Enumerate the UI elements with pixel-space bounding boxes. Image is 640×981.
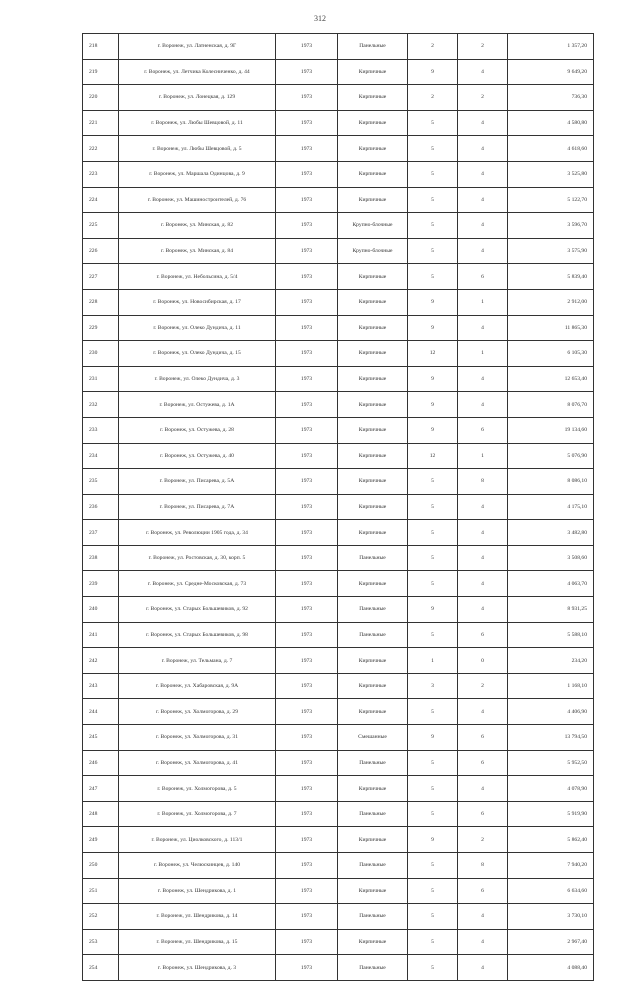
row-number: 251: [83, 878, 119, 904]
area-cell: 4 618,60: [508, 136, 594, 162]
year-cell: 1973: [276, 85, 338, 111]
area-cell: 5 588,10: [508, 622, 594, 648]
area-cell: 2 912,00: [508, 289, 594, 315]
area-cell: 4 063,70: [508, 571, 594, 597]
wall-material-cell: Панельные: [338, 545, 408, 571]
entrances-cell: 4: [458, 110, 508, 136]
area-cell: 13 794,50: [508, 725, 594, 751]
entrances-cell: 4: [458, 776, 508, 802]
entrances-cell: 4: [458, 699, 508, 725]
year-cell: 1973: [276, 238, 338, 264]
table-row: [83, 417, 594, 443]
area-cell: 3 525,80: [508, 161, 594, 187]
area-cell: 8 086,10: [508, 469, 594, 495]
wall-material-cell: Кирпичные: [338, 110, 408, 136]
wall-material-cell: Кирпичные: [338, 673, 408, 699]
address-cell: г. Воронеж, ул. Шендрикова, д. 15: [119, 929, 276, 955]
address-cell: г. Воронеж, ул. Шендрикова, д. 3: [119, 955, 276, 981]
floors-cell: 5: [408, 213, 458, 239]
wall-material-cell: Кирпичные: [338, 392, 408, 418]
table-row: [83, 571, 594, 597]
year-cell: 1973: [276, 597, 338, 623]
floors-cell: 9: [408, 366, 458, 392]
row-number: 248: [83, 801, 119, 827]
entrances-cell: 6: [458, 725, 508, 751]
table-row: [83, 59, 594, 85]
wall-material-cell: Панельные: [338, 597, 408, 623]
address-cell: г. Воронеж, ул. Летчика Колесниченко, д. 44: [119, 59, 276, 85]
row-number: 245: [83, 725, 119, 751]
address-cell: г. Воронеж, ул. Хабаровская, д. 9А: [119, 673, 276, 699]
floors-cell: 5: [408, 571, 458, 597]
wall-material-cell: Кирпичные: [338, 59, 408, 85]
address-cell: г. Воронеж, ул. Остужева, д. 40: [119, 443, 276, 469]
entrances-cell: 0: [458, 648, 508, 674]
wall-material-cell: Кирпичные: [338, 520, 408, 546]
wall-material-cell: Панельные: [338, 853, 408, 879]
table-row: [83, 878, 594, 904]
wall-material-cell: Панельные: [338, 904, 408, 930]
table-row: [83, 904, 594, 930]
entrances-cell: 4: [458, 571, 508, 597]
floors-cell: 5: [408, 136, 458, 162]
year-cell: 1973: [276, 673, 338, 699]
entrances-cell: 1: [458, 341, 508, 367]
row-number: 249: [83, 827, 119, 853]
address-cell: г. Воронеж, ул. Шендрикова, д. 1: [119, 878, 276, 904]
area-cell: 1 357,20: [508, 34, 594, 60]
wall-material-cell: Кирпичные: [338, 571, 408, 597]
entrances-cell: 1: [458, 443, 508, 469]
table-row: [83, 238, 594, 264]
row-number: 242: [83, 648, 119, 674]
wall-material-cell: Кирпичные: [338, 315, 408, 341]
year-cell: 1973: [276, 315, 338, 341]
floors-cell: 5: [408, 161, 458, 187]
wall-material-cell: Кирпичные: [338, 366, 408, 392]
year-cell: 1973: [276, 955, 338, 981]
area-cell: 5 839,40: [508, 264, 594, 290]
entrances-cell: 4: [458, 520, 508, 546]
area-cell: 3 730,10: [508, 904, 594, 930]
address-cell: г. Воронеж, ул. Тельмана, д. 7: [119, 648, 276, 674]
wall-material-cell: Крупно-блочные: [338, 238, 408, 264]
table-row: [83, 289, 594, 315]
year-cell: 1973: [276, 187, 338, 213]
table-row: [83, 929, 594, 955]
entrances-cell: 4: [458, 59, 508, 85]
wall-material-cell: Кирпичные: [338, 929, 408, 955]
year-cell: 1973: [276, 136, 338, 162]
year-cell: 1973: [276, 571, 338, 597]
table-row: [83, 110, 594, 136]
year-cell: 1973: [276, 776, 338, 802]
floors-cell: 9: [408, 417, 458, 443]
wall-material-cell: Кирпичные: [338, 648, 408, 674]
row-number: 219: [83, 59, 119, 85]
entrances-cell: 2: [458, 85, 508, 111]
year-cell: 1973: [276, 59, 338, 85]
floors-cell: 5: [408, 622, 458, 648]
wall-material-cell: Кирпичные: [338, 494, 408, 520]
area-cell: 3 482,80: [508, 520, 594, 546]
year-cell: 1973: [276, 853, 338, 879]
floors-cell: 5: [408, 494, 458, 520]
row-number: 243: [83, 673, 119, 699]
floors-cell: 5: [408, 853, 458, 879]
row-number: 227: [83, 264, 119, 290]
entrances-cell: 6: [458, 878, 508, 904]
wall-material-cell: Кирпичные: [338, 417, 408, 443]
floors-cell: 9: [408, 59, 458, 85]
address-cell: г. Воронеж, ул. Олеко Дундича, д. 11: [119, 315, 276, 341]
year-cell: 1973: [276, 904, 338, 930]
area-cell: 6 634,60: [508, 878, 594, 904]
floors-cell: 5: [408, 801, 458, 827]
entrances-cell: 4: [458, 238, 508, 264]
page-number: 312: [314, 14, 326, 23]
entrances-cell: 4: [458, 929, 508, 955]
year-cell: 1973: [276, 878, 338, 904]
area-cell: 3 575,90: [508, 238, 594, 264]
floors-cell: 12: [408, 443, 458, 469]
address-cell: г. Воронеж, ул. Старых Большевиков, д. 92: [119, 597, 276, 623]
table-row: [83, 264, 594, 290]
wall-material-cell: Кирпичные: [338, 827, 408, 853]
year-cell: 1973: [276, 545, 338, 571]
row-number: 223: [83, 161, 119, 187]
address-cell: г. Воронеж, ул. Шендрикова, д. 14: [119, 904, 276, 930]
area-cell: 11 865,30: [508, 315, 594, 341]
row-number: 222: [83, 136, 119, 162]
floors-cell: 5: [408, 238, 458, 264]
row-number: 232: [83, 392, 119, 418]
address-cell: г. Воронеж, ул. Революции 1905 года, д. 34: [119, 520, 276, 546]
address-cell: г. Воронеж, ул. Лонецкая, д. 129: [119, 85, 276, 111]
row-number: 218: [83, 34, 119, 60]
floors-cell: 5: [408, 904, 458, 930]
entrances-cell: 8: [458, 853, 508, 879]
floors-cell: 9: [408, 289, 458, 315]
row-number: 221: [83, 110, 119, 136]
year-cell: 1973: [276, 520, 338, 546]
year-cell: 1973: [276, 648, 338, 674]
table-row: [83, 622, 594, 648]
area-cell: 5 122,70: [508, 187, 594, 213]
area-cell: 5 919,90: [508, 801, 594, 827]
address-cell: г. Воронеж, ул. Писарева, д. 7А: [119, 494, 276, 520]
row-number: 235: [83, 469, 119, 495]
area-cell: 4 175,10: [508, 494, 594, 520]
entrances-cell: 4: [458, 213, 508, 239]
table-row: [83, 520, 594, 546]
floors-cell: 5: [408, 955, 458, 981]
entrances-cell: 2: [458, 673, 508, 699]
area-cell: 8 931,25: [508, 597, 594, 623]
floors-cell: 9: [408, 315, 458, 341]
floors-cell: 1: [408, 648, 458, 674]
entrances-cell: 4: [458, 955, 508, 981]
wall-material-cell: Панельные: [338, 750, 408, 776]
entrances-cell: 4: [458, 904, 508, 930]
table-row: [83, 494, 594, 520]
area-cell: 4 580,80: [508, 110, 594, 136]
row-number: 224: [83, 187, 119, 213]
row-number: 230: [83, 341, 119, 367]
housing-registry-table: [82, 33, 594, 981]
address-cell: г. Воронеж, ул. Средне-Московская, д. 73: [119, 571, 276, 597]
area-cell: 736,30: [508, 85, 594, 111]
area-cell: 4 078,90: [508, 776, 594, 802]
table-row: [83, 545, 594, 571]
floors-cell: 9: [408, 597, 458, 623]
address-cell: г. Воронеж, ул. Остужева, д. 28: [119, 417, 276, 443]
year-cell: 1973: [276, 289, 338, 315]
table-row: [83, 699, 594, 725]
wall-material-cell: Кирпичные: [338, 85, 408, 111]
year-cell: 1973: [276, 392, 338, 418]
address-cell: г. Воронеж, ул. Олеко Дундича, д. 15: [119, 341, 276, 367]
entrances-cell: 4: [458, 315, 508, 341]
wall-material-cell: Кирпичные: [338, 187, 408, 213]
entrances-cell: 4: [458, 494, 508, 520]
area-cell: 4 406,90: [508, 699, 594, 725]
table-row: [83, 161, 594, 187]
floors-cell: 9: [408, 827, 458, 853]
address-cell: г. Воронеж, ул. Небольсина, д. 5/4: [119, 264, 276, 290]
year-cell: 1973: [276, 827, 338, 853]
floors-cell: 5: [408, 187, 458, 213]
row-number: 226: [83, 238, 119, 264]
address-cell: г. Воронеж, ул. Новосибирская, д. 17: [119, 289, 276, 315]
table-row: [83, 673, 594, 699]
entrances-cell: 1: [458, 289, 508, 315]
floors-cell: 5: [408, 520, 458, 546]
address-cell: г. Воронеж, ул. Холмогорова, д. 29: [119, 699, 276, 725]
row-number: 252: [83, 904, 119, 930]
year-cell: 1973: [276, 494, 338, 520]
entrances-cell: 4: [458, 597, 508, 623]
floors-cell: 5: [408, 110, 458, 136]
entrances-cell: 4: [458, 136, 508, 162]
row-number: 233: [83, 417, 119, 443]
row-number: 239: [83, 571, 119, 597]
address-cell: г. Воронеж, ул. Минская, д. 84: [119, 238, 276, 264]
address-cell: г. Воронеж, ул. Челюскинцев, д. 140: [119, 853, 276, 879]
address-cell: г. Воронеж, ул. Писарева, д. 5А: [119, 469, 276, 495]
table-row: [83, 315, 594, 341]
floors-cell: 2: [408, 34, 458, 60]
address-cell: г. Воронеж, ул. Любы Шевцовой, д. 11: [119, 110, 276, 136]
row-number: 247: [83, 776, 119, 802]
entrances-cell: 6: [458, 264, 508, 290]
wall-material-cell: Кирпичные: [338, 264, 408, 290]
row-number: 238: [83, 545, 119, 571]
wall-material-cell: Панельные: [338, 801, 408, 827]
year-cell: 1973: [276, 622, 338, 648]
entrances-cell: 2: [458, 34, 508, 60]
entrances-cell: 6: [458, 622, 508, 648]
year-cell: 1973: [276, 443, 338, 469]
area-cell: 4 088,40: [508, 955, 594, 981]
row-number: 225: [83, 213, 119, 239]
wall-material-cell: Кирпичные: [338, 161, 408, 187]
table-row: [83, 469, 594, 495]
address-cell: г. Воронеж, ул. Холмогорова, д. 7: [119, 801, 276, 827]
year-cell: 1973: [276, 213, 338, 239]
row-number: 234: [83, 443, 119, 469]
entrances-cell: 6: [458, 750, 508, 776]
row-number: 246: [83, 750, 119, 776]
row-number: 241: [83, 622, 119, 648]
address-cell: г. Воронеж, ул. Остужева, д. 1А: [119, 392, 276, 418]
row-number: 220: [83, 85, 119, 111]
floors-cell: 5: [408, 929, 458, 955]
area-cell: 1 168,10: [508, 673, 594, 699]
year-cell: 1973: [276, 341, 338, 367]
table-row: [83, 85, 594, 111]
row-number: 254: [83, 955, 119, 981]
table-row: [83, 776, 594, 802]
row-number: 253: [83, 929, 119, 955]
address-cell: г. Воронеж, ул. Холмогорова, д. 41: [119, 750, 276, 776]
floors-cell: 9: [408, 725, 458, 751]
year-cell: 1973: [276, 699, 338, 725]
row-number: 250: [83, 853, 119, 879]
row-number: 244: [83, 699, 119, 725]
area-cell: 3 508,60: [508, 545, 594, 571]
year-cell: 1973: [276, 366, 338, 392]
area-cell: 6 105,30: [508, 341, 594, 367]
wall-material-cell: Кирпичные: [338, 443, 408, 469]
address-cell: г. Воронеж, ул. Любы Шевцовой, д. 5: [119, 136, 276, 162]
year-cell: 1973: [276, 750, 338, 776]
area-cell: 12 653,40: [508, 366, 594, 392]
table-row: [83, 443, 594, 469]
table-row: [83, 750, 594, 776]
floors-cell: 5: [408, 264, 458, 290]
table-row: [83, 725, 594, 751]
wall-material-cell: Кирпичные: [338, 878, 408, 904]
entrances-cell: 4: [458, 392, 508, 418]
address-cell: г. Воронеж, ул. Циолковского, д. 113/1: [119, 827, 276, 853]
floors-cell: 5: [408, 750, 458, 776]
wall-material-cell: Кирпичные: [338, 341, 408, 367]
area-cell: 5 862,40: [508, 827, 594, 853]
address-cell: г. Воронеж, ул. Холмогорова, д. 31: [119, 725, 276, 751]
area-cell: 5 952,50: [508, 750, 594, 776]
area-cell: 3 596,70: [508, 213, 594, 239]
year-cell: 1973: [276, 725, 338, 751]
area-cell: 2 967,40: [508, 929, 594, 955]
wall-material-cell: Панельные: [338, 955, 408, 981]
area-cell: 9 649,20: [508, 59, 594, 85]
entrances-cell: 8: [458, 469, 508, 495]
table-row: [83, 955, 594, 981]
floors-cell: 5: [408, 545, 458, 571]
floors-cell: 5: [408, 776, 458, 802]
address-cell: г. Воронеж, ул. Маршала Одинцова, д. 9: [119, 161, 276, 187]
table-row: [83, 136, 594, 162]
entrances-cell: 4: [458, 545, 508, 571]
address-cell: г. Воронеж, ул. Олеко Дундича, д. 3: [119, 366, 276, 392]
entrances-cell: 6: [458, 801, 508, 827]
wall-material-cell: Панельные: [338, 622, 408, 648]
wall-material-cell: Панельные: [338, 34, 408, 60]
table-row: [83, 341, 594, 367]
entrances-cell: 6: [458, 417, 508, 443]
address-cell: г. Воронеж, ул. Старых Большевиков, д. 98: [119, 622, 276, 648]
table-row: [83, 853, 594, 879]
address-cell: г. Воронеж, ул. Машиностроителей, д. 76: [119, 187, 276, 213]
row-number: 229: [83, 315, 119, 341]
year-cell: 1973: [276, 417, 338, 443]
floors-cell: 5: [408, 699, 458, 725]
floors-cell: 2: [408, 85, 458, 111]
table-row: [83, 213, 594, 239]
wall-material-cell: Смешанные: [338, 725, 408, 751]
year-cell: 1973: [276, 110, 338, 136]
row-number: 231: [83, 366, 119, 392]
row-number: 237: [83, 520, 119, 546]
area-cell: 5 076,90: [508, 443, 594, 469]
entrances-cell: 4: [458, 161, 508, 187]
table-row: [83, 34, 594, 60]
table-row: [83, 187, 594, 213]
entrances-cell: 4: [458, 366, 508, 392]
year-cell: 1973: [276, 801, 338, 827]
area-cell: 7 940,20: [508, 853, 594, 879]
table-row: [83, 648, 594, 674]
wall-material-cell: Кирпичные: [338, 699, 408, 725]
year-cell: 1973: [276, 469, 338, 495]
year-cell: 1973: [276, 929, 338, 955]
address-cell: г. Воронеж, ул. Холмогорова, д. 5: [119, 776, 276, 802]
row-number: 236: [83, 494, 119, 520]
wall-material-cell: Кирпичные: [338, 469, 408, 495]
table-row: [83, 827, 594, 853]
floors-cell: 5: [408, 878, 458, 904]
area-cell: 234,20: [508, 648, 594, 674]
entrances-cell: 2: [458, 827, 508, 853]
table-row: [83, 801, 594, 827]
wall-material-cell: Крупно-блочные: [338, 213, 408, 239]
table-row: [83, 366, 594, 392]
table-row: [83, 392, 594, 418]
table-row: [83, 597, 594, 623]
year-cell: 1973: [276, 264, 338, 290]
wall-material-cell: Кирпичные: [338, 289, 408, 315]
floors-cell: 5: [408, 469, 458, 495]
wall-material-cell: Кирпичные: [338, 776, 408, 802]
area-cell: 8 076,70: [508, 392, 594, 418]
row-number: 240: [83, 597, 119, 623]
row-number: 228: [83, 289, 119, 315]
address-cell: г. Воронеж, ул. Латненская, д. 9Г: [119, 34, 276, 60]
wall-material-cell: Кирпичные: [338, 136, 408, 162]
floors-cell: 12: [408, 341, 458, 367]
year-cell: 1973: [276, 161, 338, 187]
address-cell: г. Воронеж, ул. Минская, д. 82: [119, 213, 276, 239]
floors-cell: 9: [408, 392, 458, 418]
entrances-cell: 4: [458, 187, 508, 213]
floors-cell: 3: [408, 673, 458, 699]
year-cell: 1973: [276, 34, 338, 60]
table-body: [83, 34, 594, 981]
area-cell: 19 134,60: [508, 417, 594, 443]
address-cell: г. Воронеж, ул. Ростовская, д. 30, корп. 5: [119, 545, 276, 571]
